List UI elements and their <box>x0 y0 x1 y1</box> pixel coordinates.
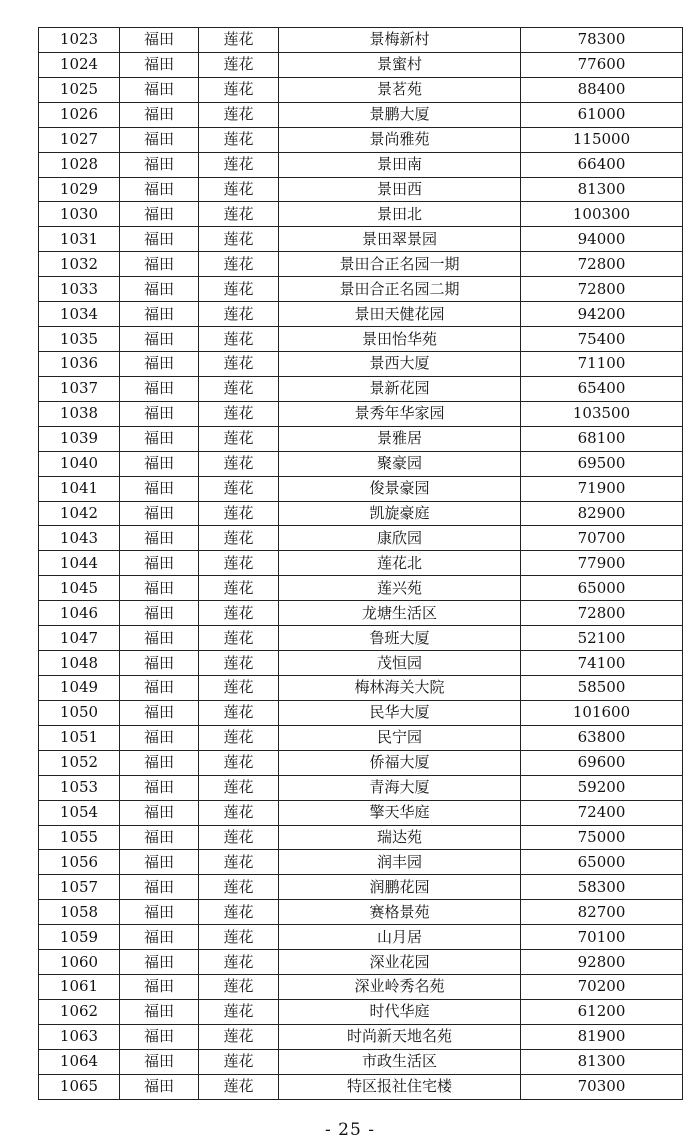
street-cell: 莲花 <box>199 302 279 327</box>
price-cell: 100300 <box>521 202 683 227</box>
table-row <box>39 1074 683 1099</box>
price-cell: 82700 <box>521 900 683 925</box>
street-cell: 莲花 <box>199 127 279 152</box>
row-id-cell: 1049 <box>39 675 120 700</box>
district-cell: 福田 <box>120 626 199 651</box>
district-cell: 福田 <box>120 202 199 227</box>
district-cell: 福田 <box>120 227 199 252</box>
district-cell: 福田 <box>120 177 199 202</box>
district-cell: 福田 <box>120 875 199 900</box>
community-name-cell: 润丰园 <box>279 850 521 875</box>
row-id-cell: 1059 <box>39 925 120 950</box>
row-id-cell: 1029 <box>39 177 120 202</box>
district-cell: 福田 <box>120 1024 199 1049</box>
district-cell: 福田 <box>120 302 199 327</box>
street-cell: 莲花 <box>199 875 279 900</box>
row-id-cell: 1024 <box>39 52 120 77</box>
row-id-cell: 1031 <box>39 227 120 252</box>
district-cell: 福田 <box>120 900 199 925</box>
price-cell: 72400 <box>521 800 683 825</box>
district-cell: 福田 <box>120 800 199 825</box>
table-row <box>39 925 683 950</box>
street-cell: 莲花 <box>199 825 279 850</box>
community-name-cell: 景秀年华家园 <box>279 401 521 426</box>
row-id-cell: 1062 <box>39 999 120 1024</box>
street-cell: 莲花 <box>199 576 279 601</box>
table-body <box>39 28 683 1100</box>
price-cell: 81300 <box>521 177 683 202</box>
district-cell: 福田 <box>120 526 199 551</box>
price-cell: 58500 <box>521 675 683 700</box>
street-cell: 莲花 <box>199 651 279 676</box>
row-id-cell: 1040 <box>39 451 120 476</box>
table-row <box>39 177 683 202</box>
table-row <box>39 800 683 825</box>
district-cell: 福田 <box>120 28 199 53</box>
community-name-cell: 时尚新天地名苑 <box>279 1024 521 1049</box>
district-cell: 福田 <box>120 451 199 476</box>
district-cell: 福田 <box>120 426 199 451</box>
district-cell: 福田 <box>120 327 199 352</box>
street-cell: 莲花 <box>199 426 279 451</box>
community-name-cell: 景田翠景园 <box>279 227 521 252</box>
street-cell: 莲花 <box>199 526 279 551</box>
price-cell: 81300 <box>521 1049 683 1074</box>
street-cell: 莲花 <box>199 750 279 775</box>
price-cell: 77600 <box>521 52 683 77</box>
row-id-cell: 1030 <box>39 202 120 227</box>
price-cell: 82900 <box>521 501 683 526</box>
row-id-cell: 1046 <box>39 601 120 626</box>
row-id-cell: 1055 <box>39 825 120 850</box>
street-cell: 莲花 <box>199 451 279 476</box>
district-cell: 福田 <box>120 950 199 975</box>
table-row <box>39 426 683 451</box>
street-cell: 莲花 <box>199 476 279 501</box>
district-cell: 福田 <box>120 501 199 526</box>
community-name-cell: 民华大厦 <box>279 700 521 725</box>
row-id-cell: 1051 <box>39 725 120 750</box>
table-row <box>39 601 683 626</box>
district-cell: 福田 <box>120 750 199 775</box>
community-name-cell: 莲花北 <box>279 551 521 576</box>
table-row <box>39 451 683 476</box>
district-cell: 福田 <box>120 975 199 1000</box>
district-cell: 福田 <box>120 127 199 152</box>
community-name-cell: 景田怡华苑 <box>279 327 521 352</box>
table-row <box>39 576 683 601</box>
price-cell: 72800 <box>521 277 683 302</box>
row-id-cell: 1065 <box>39 1074 120 1099</box>
price-cell: 66400 <box>521 152 683 177</box>
street-cell: 莲花 <box>199 202 279 227</box>
community-name-cell: 景鹏大厦 <box>279 102 521 127</box>
row-id-cell: 1063 <box>39 1024 120 1049</box>
community-name-cell: 景新花园 <box>279 376 521 401</box>
community-name-cell: 瑞达苑 <box>279 825 521 850</box>
row-id-cell: 1045 <box>39 576 120 601</box>
table-row <box>39 252 683 277</box>
street-cell: 莲花 <box>199 1024 279 1049</box>
price-cell: 69500 <box>521 451 683 476</box>
street-cell: 莲花 <box>199 501 279 526</box>
community-name-cell: 景蜜村 <box>279 52 521 77</box>
community-name-cell: 擎天华庭 <box>279 800 521 825</box>
community-name-cell: 景田合正名园二期 <box>279 277 521 302</box>
community-name-cell: 景田天健花园 <box>279 302 521 327</box>
price-cell: 68100 <box>521 426 683 451</box>
district-cell: 福田 <box>120 925 199 950</box>
street-cell: 莲花 <box>199 351 279 376</box>
street-cell: 莲花 <box>199 850 279 875</box>
community-name-cell: 深业花园 <box>279 950 521 975</box>
table-row <box>39 152 683 177</box>
price-cell: 65000 <box>521 850 683 875</box>
price-cell: 101600 <box>521 700 683 725</box>
district-cell: 福田 <box>120 850 199 875</box>
price-cell: 61200 <box>521 999 683 1024</box>
street-cell: 莲花 <box>199 252 279 277</box>
row-id-cell: 1050 <box>39 700 120 725</box>
price-cell: 115000 <box>521 127 683 152</box>
street-cell: 莲花 <box>199 376 279 401</box>
community-name-cell: 景西大厦 <box>279 351 521 376</box>
street-cell: 莲花 <box>199 28 279 53</box>
row-id-cell: 1064 <box>39 1049 120 1074</box>
table-row <box>39 102 683 127</box>
district-cell: 福田 <box>120 725 199 750</box>
district-cell: 福田 <box>120 775 199 800</box>
street-cell: 莲花 <box>199 227 279 252</box>
row-id-cell: 1047 <box>39 626 120 651</box>
price-cell: 72800 <box>521 252 683 277</box>
community-name-cell: 俊景豪园 <box>279 476 521 501</box>
street-cell: 莲花 <box>199 277 279 302</box>
row-id-cell: 1036 <box>39 351 120 376</box>
table-row <box>39 227 683 252</box>
table-row <box>39 700 683 725</box>
row-id-cell: 1058 <box>39 900 120 925</box>
district-cell: 福田 <box>120 476 199 501</box>
row-id-cell: 1054 <box>39 800 120 825</box>
price-cell: 92800 <box>521 950 683 975</box>
community-name-cell: 景茗苑 <box>279 77 521 102</box>
table-row <box>39 975 683 1000</box>
price-cell: 69600 <box>521 750 683 775</box>
street-cell: 莲花 <box>199 401 279 426</box>
table-row <box>39 127 683 152</box>
community-name-cell: 梅林海关大院 <box>279 675 521 700</box>
street-cell: 莲花 <box>199 327 279 352</box>
community-name-cell: 茂恒园 <box>279 651 521 676</box>
table-row <box>39 28 683 53</box>
street-cell: 莲花 <box>199 601 279 626</box>
price-cell: 70200 <box>521 975 683 1000</box>
community-name-cell: 市政生活区 <box>279 1049 521 1074</box>
page-number: - 25 - <box>325 1120 375 1140</box>
row-id-cell: 1037 <box>39 376 120 401</box>
street-cell: 莲花 <box>199 1049 279 1074</box>
community-name-cell: 景田北 <box>279 202 521 227</box>
price-cell: 75400 <box>521 327 683 352</box>
community-name-cell: 赛格景苑 <box>279 900 521 925</box>
price-cell: 71900 <box>521 476 683 501</box>
row-id-cell: 1023 <box>39 28 120 53</box>
community-name-cell: 青海大厦 <box>279 775 521 800</box>
street-cell: 莲花 <box>199 775 279 800</box>
table-row <box>39 775 683 800</box>
district-cell: 福田 <box>120 277 199 302</box>
row-id-cell: 1033 <box>39 277 120 302</box>
price-cell: 70700 <box>521 526 683 551</box>
community-name-cell: 景雅居 <box>279 426 521 451</box>
row-id-cell: 1035 <box>39 327 120 352</box>
community-name-cell: 景梅新村 <box>279 28 521 53</box>
table-row <box>39 401 683 426</box>
row-id-cell: 1026 <box>39 102 120 127</box>
table-row <box>39 351 683 376</box>
price-cell: 88400 <box>521 77 683 102</box>
street-cell: 莲花 <box>199 950 279 975</box>
row-id-cell: 1025 <box>39 77 120 102</box>
price-cell: 77900 <box>521 551 683 576</box>
table-row <box>39 501 683 526</box>
price-cell: 78300 <box>521 28 683 53</box>
row-id-cell: 1048 <box>39 651 120 676</box>
price-cell: 94000 <box>521 227 683 252</box>
price-cell: 94200 <box>521 302 683 327</box>
street-cell: 莲花 <box>199 675 279 700</box>
table-row <box>39 52 683 77</box>
street-cell: 莲花 <box>199 77 279 102</box>
price-table <box>38 27 683 1100</box>
table-row <box>39 651 683 676</box>
row-id-cell: 1042 <box>39 501 120 526</box>
table-row <box>39 626 683 651</box>
table-row <box>39 327 683 352</box>
row-id-cell: 1060 <box>39 950 120 975</box>
community-name-cell: 特区报社住宅楼 <box>279 1074 521 1099</box>
community-name-cell: 山月居 <box>279 925 521 950</box>
row-id-cell: 1044 <box>39 551 120 576</box>
price-cell: 65400 <box>521 376 683 401</box>
street-cell: 莲花 <box>199 1074 279 1099</box>
price-cell: 63800 <box>521 725 683 750</box>
table-row <box>39 526 683 551</box>
community-name-cell: 莲兴苑 <box>279 576 521 601</box>
price-cell: 61000 <box>521 102 683 127</box>
community-name-cell: 凯旋豪庭 <box>279 501 521 526</box>
district-cell: 福田 <box>120 576 199 601</box>
community-name-cell: 景尚雅苑 <box>279 127 521 152</box>
table-row <box>39 725 683 750</box>
row-id-cell: 1032 <box>39 252 120 277</box>
community-name-cell: 深业岭秀名苑 <box>279 975 521 1000</box>
row-id-cell: 1038 <box>39 401 120 426</box>
district-cell: 福田 <box>120 351 199 376</box>
row-id-cell: 1056 <box>39 850 120 875</box>
table-row <box>39 551 683 576</box>
table-row <box>39 376 683 401</box>
street-cell: 莲花 <box>199 102 279 127</box>
district-cell: 福田 <box>120 651 199 676</box>
district-cell: 福田 <box>120 252 199 277</box>
table-row <box>39 302 683 327</box>
district-cell: 福田 <box>120 1049 199 1074</box>
street-cell: 莲花 <box>199 52 279 77</box>
table-row <box>39 850 683 875</box>
table-row <box>39 476 683 501</box>
community-name-cell: 时代华庭 <box>279 999 521 1024</box>
street-cell: 莲花 <box>199 152 279 177</box>
row-id-cell: 1034 <box>39 302 120 327</box>
table-row <box>39 277 683 302</box>
community-name-cell: 康欣园 <box>279 526 521 551</box>
price-cell: 70300 <box>521 1074 683 1099</box>
community-name-cell: 景田合正名园一期 <box>279 252 521 277</box>
community-name-cell: 龙塘生活区 <box>279 601 521 626</box>
street-cell: 莲花 <box>199 999 279 1024</box>
district-cell: 福田 <box>120 102 199 127</box>
district-cell: 福田 <box>120 376 199 401</box>
row-id-cell: 1057 <box>39 875 120 900</box>
price-cell: 59200 <box>521 775 683 800</box>
street-cell: 莲花 <box>199 800 279 825</box>
price-cell: 52100 <box>521 626 683 651</box>
street-cell: 莲花 <box>199 700 279 725</box>
row-id-cell: 1028 <box>39 152 120 177</box>
community-name-cell: 鲁班大厦 <box>279 626 521 651</box>
table-row <box>39 825 683 850</box>
community-name-cell: 侨福大厦 <box>279 750 521 775</box>
price-cell: 72800 <box>521 601 683 626</box>
price-cell: 81900 <box>521 1024 683 1049</box>
district-cell: 福田 <box>120 675 199 700</box>
row-id-cell: 1052 <box>39 750 120 775</box>
table-row <box>39 1049 683 1074</box>
price-cell: 71100 <box>521 351 683 376</box>
table-row <box>39 750 683 775</box>
table-row <box>39 999 683 1024</box>
row-id-cell: 1053 <box>39 775 120 800</box>
street-cell: 莲花 <box>199 177 279 202</box>
district-cell: 福田 <box>120 999 199 1024</box>
price-cell: 58300 <box>521 875 683 900</box>
community-name-cell: 聚豪园 <box>279 451 521 476</box>
price-cell: 74100 <box>521 651 683 676</box>
price-cell: 70100 <box>521 925 683 950</box>
district-cell: 福田 <box>120 700 199 725</box>
community-name-cell: 景田西 <box>279 177 521 202</box>
table-row <box>39 202 683 227</box>
table-row <box>39 77 683 102</box>
district-cell: 福田 <box>120 77 199 102</box>
street-cell: 莲花 <box>199 725 279 750</box>
district-cell: 福田 <box>120 1074 199 1099</box>
district-cell: 福田 <box>120 152 199 177</box>
street-cell: 莲花 <box>199 975 279 1000</box>
district-cell: 福田 <box>120 401 199 426</box>
row-id-cell: 1043 <box>39 526 120 551</box>
street-cell: 莲花 <box>199 900 279 925</box>
price-cell: 65000 <box>521 576 683 601</box>
row-id-cell: 1039 <box>39 426 120 451</box>
table-row <box>39 950 683 975</box>
street-cell: 莲花 <box>199 626 279 651</box>
district-cell: 福田 <box>120 551 199 576</box>
table-row <box>39 875 683 900</box>
table-row <box>39 1024 683 1049</box>
community-name-cell: 民宁园 <box>279 725 521 750</box>
table-row <box>39 900 683 925</box>
district-cell: 福田 <box>120 601 199 626</box>
street-cell: 莲花 <box>199 925 279 950</box>
community-name-cell: 景田南 <box>279 152 521 177</box>
community-name-cell: 润鹏花园 <box>279 875 521 900</box>
price-cell: 103500 <box>521 401 683 426</box>
row-id-cell: 1027 <box>39 127 120 152</box>
district-cell: 福田 <box>120 52 199 77</box>
row-id-cell: 1041 <box>39 476 120 501</box>
price-cell: 75000 <box>521 825 683 850</box>
row-id-cell: 1061 <box>39 975 120 1000</box>
table-row <box>39 675 683 700</box>
district-cell: 福田 <box>120 825 199 850</box>
street-cell: 莲花 <box>199 551 279 576</box>
